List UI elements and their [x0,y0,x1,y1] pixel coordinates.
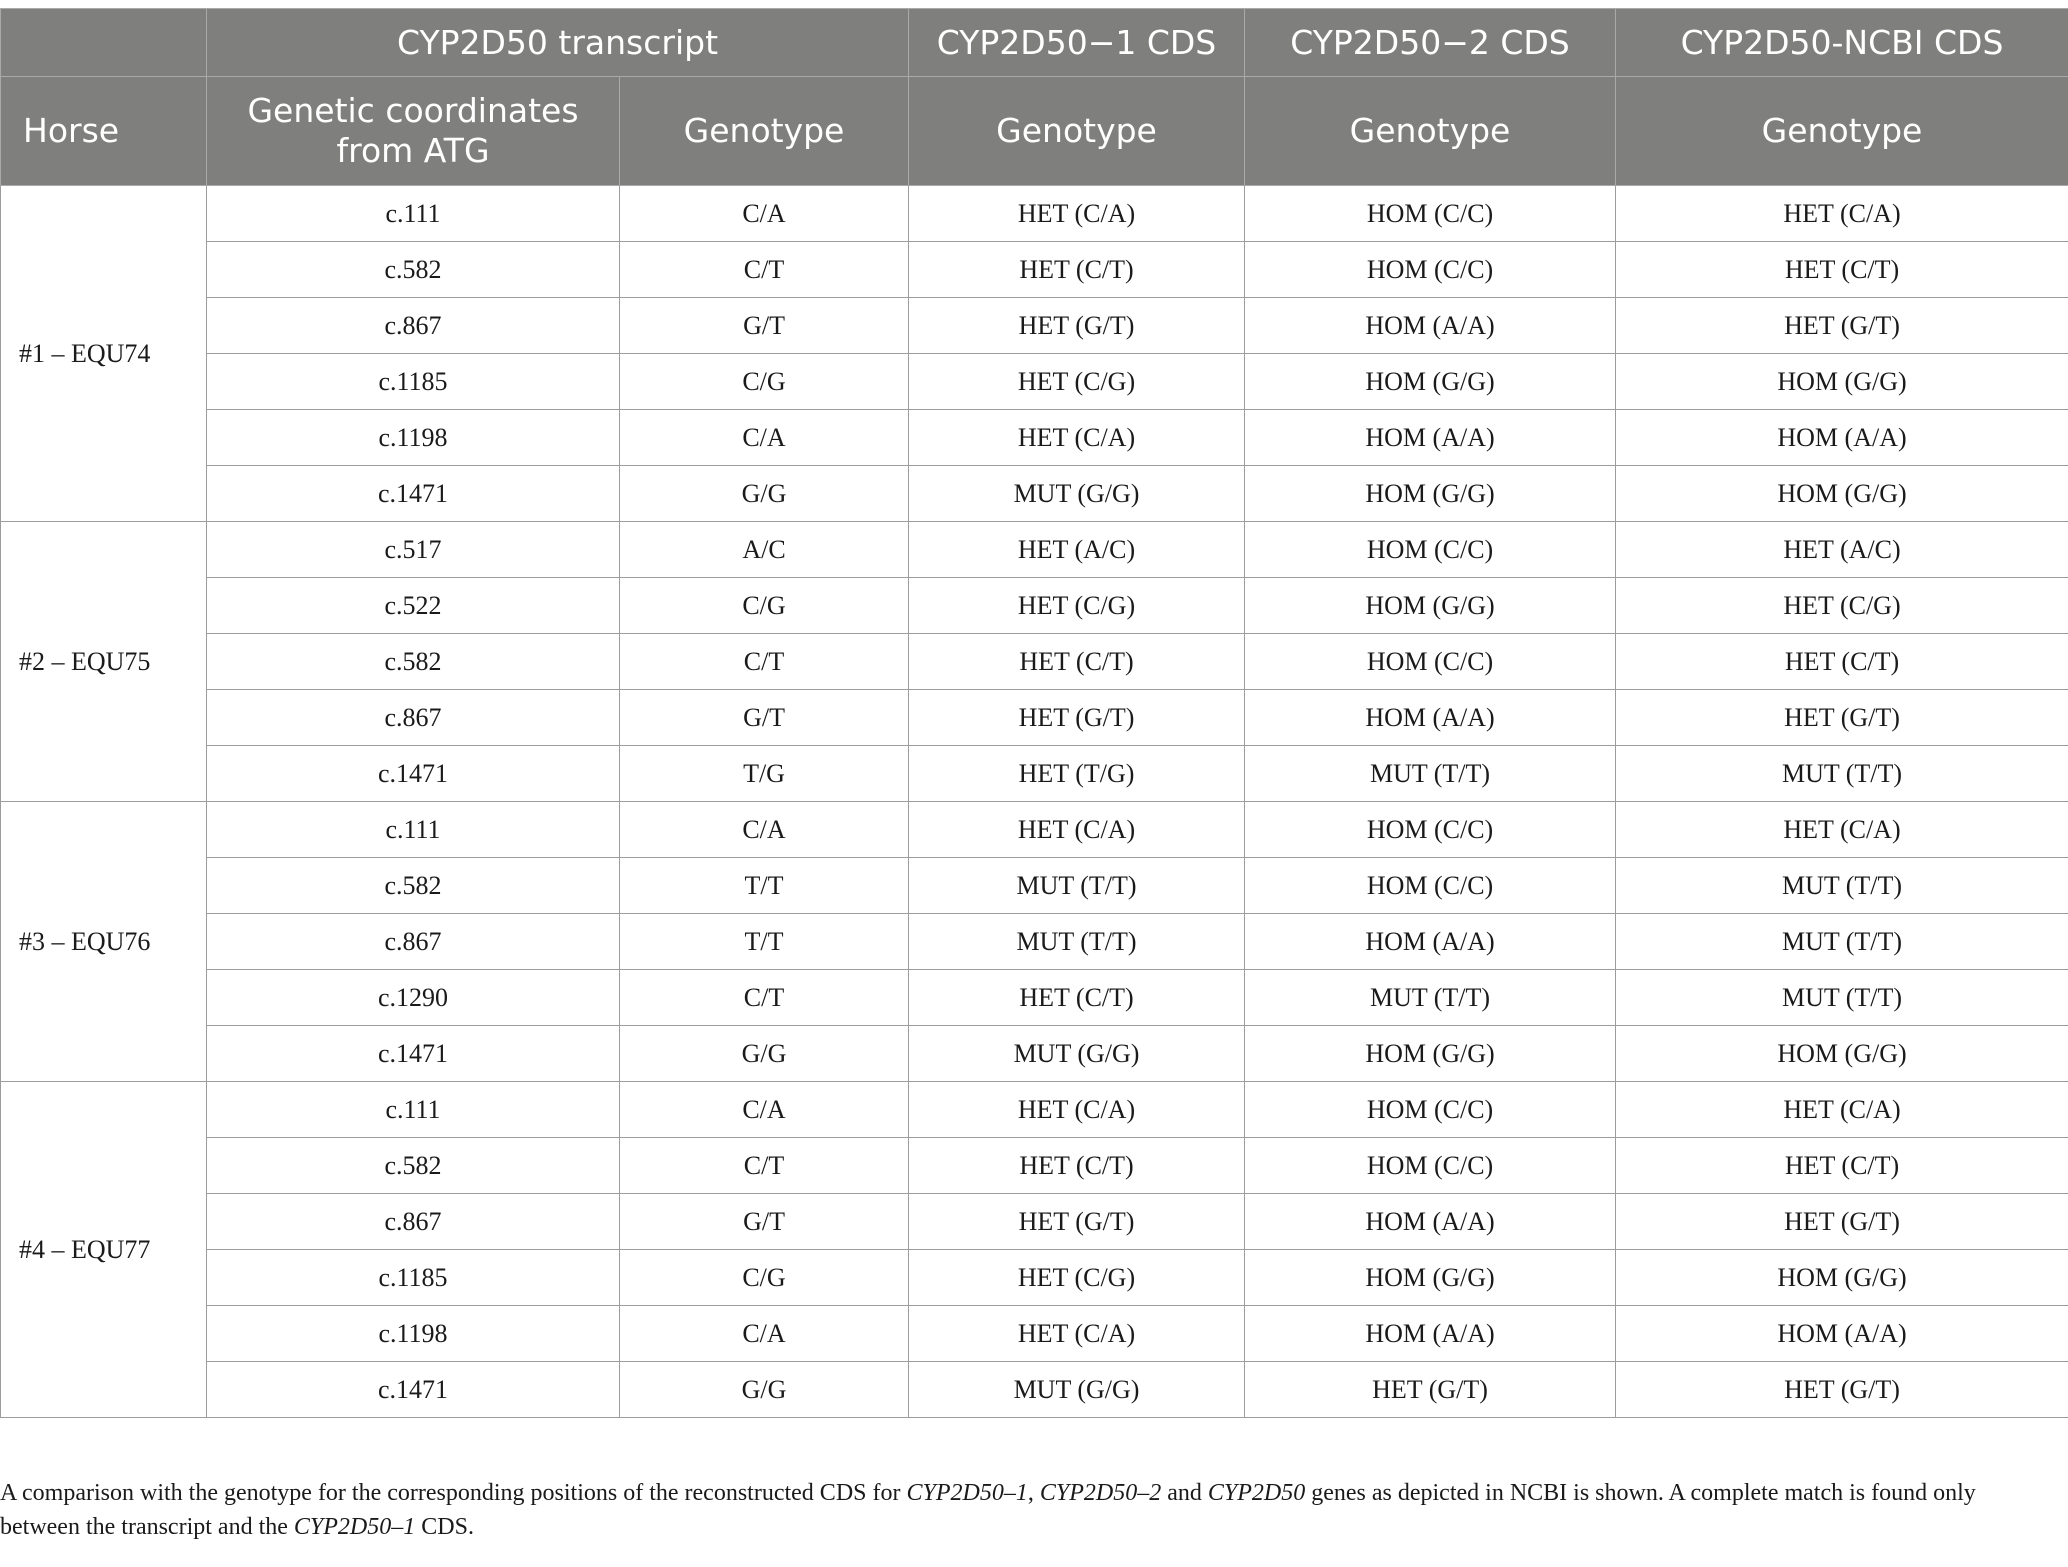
coordinate-cell: c.582 [207,242,620,298]
header-genotype-ncbi: Genotype [1616,77,2068,186]
coordinate-cell: c.1471 [207,466,620,522]
ncbi-genotype-cell: MUT (T/T) [1616,858,2068,914]
table-header [1,9,2068,186]
transcript-genotype-cell: C/A [620,802,909,858]
cds1-genotype-cell: HET (G/T) [909,690,1245,746]
cds2-genotype-cell: MUT (T/T) [1245,746,1616,802]
cds2-genotype-cell: HOM (G/G) [1245,578,1616,634]
coordinate-cell: c.1198 [207,1306,620,1362]
cds2-genotype-cell: HOM (C/C) [1245,634,1616,690]
ncbi-genotype-cell: HET (C/A) [1616,802,2068,858]
header-horse: Horse [1,77,207,186]
table-row [1,1250,2068,1306]
cds1-genotype-cell: HET (A/C) [909,522,1245,578]
cds2-genotype-cell: HOM (A/A) [1245,690,1616,746]
table-row [1,522,2068,578]
coordinate-cell: c.1185 [207,1250,620,1306]
cds1-genotype-cell: HET (C/T) [909,242,1245,298]
header-corner [1,9,207,77]
ncbi-genotype-cell: HET (G/T) [1616,690,2068,746]
table-row [1,1194,2068,1250]
cds2-genotype-cell: HOM (C/C) [1245,802,1616,858]
cds1-genotype-cell: HET (C/A) [909,186,1245,242]
transcript-genotype-cell: C/A [620,1306,909,1362]
cds2-genotype-cell: HOM (A/A) [1245,1306,1616,1362]
ncbi-genotype-cell: HOM (G/G) [1616,1250,2068,1306]
cds1-genotype-cell: MUT (G/G) [909,466,1245,522]
ncbi-genotype-cell: HET (G/T) [1616,1194,2068,1250]
coordinate-cell: c.1185 [207,354,620,410]
table-row [1,970,2068,1026]
transcript-genotype-cell: C/T [620,634,909,690]
transcript-genotype-cell: G/G [620,466,909,522]
coordinate-cell: c.1471 [207,1362,620,1418]
table-row [1,1082,2068,1138]
ncbi-genotype-cell: HOM (A/A) [1616,410,2068,466]
cds2-genotype-cell: HOM (A/A) [1245,914,1616,970]
ncbi-genotype-cell: HOM (A/A) [1616,1306,2068,1362]
cds2-genotype-cell: HOM (G/G) [1245,1026,1616,1082]
coordinate-cell: c.582 [207,634,620,690]
transcript-genotype-cell: G/T [620,1194,909,1250]
ncbi-genotype-cell: MUT (T/T) [1616,746,2068,802]
transcript-genotype-cell: C/T [620,1138,909,1194]
coordinate-cell: c.867 [207,914,620,970]
ncbi-genotype-cell: HET (G/T) [1616,1362,2068,1418]
transcript-genotype-cell: G/T [620,690,909,746]
table-row [1,410,2068,466]
caption-gene-name: CYP2D50–1 [293,1514,416,1540]
ncbi-genotype-cell: HET (C/A) [1616,1082,2068,1138]
table-row [1,1306,2068,1362]
cds2-genotype-cell: HOM (C/C) [1245,1082,1616,1138]
transcript-genotype-cell: C/G [620,578,909,634]
transcript-genotype-cell: A/C [620,522,909,578]
table-row [1,802,2068,858]
table-row [1,186,2068,242]
ncbi-genotype-cell: MUT (T/T) [1616,914,2068,970]
cds1-genotype-cell: MUT (G/G) [909,1362,1245,1418]
coordinate-cell: c.582 [207,1138,620,1194]
cds1-genotype-cell: HET (C/G) [909,354,1245,410]
cds2-genotype-cell: HOM (A/A) [1245,1194,1616,1250]
horse-label: #4 – EQU77 [1,1082,207,1418]
header-label-row [1,77,2068,186]
transcript-genotype-cell: C/T [620,242,909,298]
ncbi-genotype-cell: HET (C/T) [1616,634,2068,690]
caption-text: CDS. [415,1514,474,1540]
transcript-genotype-cell: C/T [620,970,909,1026]
cds1-genotype-cell: HET (C/A) [909,1082,1245,1138]
transcript-genotype-cell: C/A [620,1082,909,1138]
ncbi-genotype-cell: HOM (G/G) [1616,466,2068,522]
ncbi-genotype-cell: HET (C/A) [1616,186,2068,242]
table-row [1,1362,2068,1418]
cds2-genotype-cell: HET (G/T) [1245,1362,1616,1418]
transcript-genotype-cell: T/T [620,914,909,970]
table-row [1,634,2068,690]
header-transcript-group: CYP2D50 transcript [207,9,909,77]
cds1-genotype-cell: HET (C/A) [909,802,1245,858]
coordinate-cell: c.1471 [207,746,620,802]
cds1-genotype-cell: HET (G/T) [909,1194,1245,1250]
header-coordinates: Genetic coordinates from ATG [207,77,620,186]
transcript-genotype-cell: T/T [620,858,909,914]
header-genotype-transcript: Genotype [620,77,909,186]
header-genotype-cds2: Genotype [1245,77,1616,186]
transcript-genotype-cell: C/A [620,410,909,466]
coordinate-cell: c.522 [207,578,620,634]
header-ncbi-group: CYP2D50-NCBI CDS [1616,9,2068,77]
genotype-comparison-table [0,8,2068,1418]
cds1-genotype-cell: HET (C/G) [909,1250,1245,1306]
caption-gene-name: CYP2D50–2 [1039,1480,1162,1506]
caption-gene-name: CYP2D50–1 [906,1480,1028,1506]
cds2-genotype-cell: HOM (A/A) [1245,410,1616,466]
table-body [1,186,2068,1418]
cds1-genotype-cell: HET (C/G) [909,578,1245,634]
caption-text: genes as depicted in NCBI is shown. A complete match is found only between the transcript and the [0,1480,1976,1540]
coordinate-cell: c.582 [207,858,620,914]
coordinate-cell: c.1471 [207,1026,620,1082]
table-row [1,914,2068,970]
coordinate-cell: c.1198 [207,410,620,466]
table-row [1,298,2068,354]
table-row [1,354,2068,410]
transcript-genotype-cell: G/T [620,298,909,354]
table-row [1,242,2068,298]
cds1-genotype-cell: HET (G/T) [909,298,1245,354]
cds2-genotype-cell: HOM (C/C) [1245,522,1616,578]
header-genotype-cds1: Genotype [909,77,1245,186]
coordinate-cell: c.517 [207,522,620,578]
horse-label: #1 – EQU74 [1,186,207,522]
transcript-genotype-cell: T/G [620,746,909,802]
table-caption [0,1476,2060,1544]
cds2-genotype-cell: HOM (G/G) [1245,466,1616,522]
caption-text: , [1027,1480,1040,1506]
ncbi-genotype-cell: HET (C/G) [1616,578,2068,634]
transcript-genotype-cell: G/G [620,1026,909,1082]
ncbi-genotype-cell: HOM (G/G) [1616,354,2068,410]
cds1-genotype-cell: HET (C/T) [909,634,1245,690]
transcript-genotype-cell: C/A [620,186,909,242]
cds2-genotype-cell: HOM (G/G) [1245,354,1616,410]
ncbi-genotype-cell: HOM (G/G) [1616,1026,2068,1082]
cds2-genotype-cell: HOM (C/C) [1245,186,1616,242]
ncbi-genotype-cell: HET (A/C) [1616,522,2068,578]
table-row [1,690,2068,746]
coordinate-cell: c.867 [207,690,620,746]
cds2-genotype-cell: HOM (A/A) [1245,298,1616,354]
coordinate-cell: c.1290 [207,970,620,1026]
table-row [1,466,2068,522]
cds2-genotype-cell: MUT (T/T) [1245,970,1616,1026]
cds1-genotype-cell: HET (C/A) [909,410,1245,466]
table-row [1,1138,2068,1194]
header-cds1-group: CYP2D50−1 CDS [909,9,1245,77]
table-row [1,858,2068,914]
horse-label: #2 – EQU75 [1,522,207,802]
cds1-genotype-cell: HET (C/T) [909,1138,1245,1194]
table-row [1,578,2068,634]
cds1-genotype-cell: MUT (T/T) [909,858,1245,914]
coordinate-cell: c.111 [207,1082,620,1138]
caption-gene-name: CYP2D50 [1207,1480,1306,1506]
transcript-genotype-cell: C/G [620,1250,909,1306]
cds2-genotype-cell: HOM (C/C) [1245,242,1616,298]
table-row [1,746,2068,802]
cds1-genotype-cell: HET (C/T) [909,970,1245,1026]
ncbi-genotype-cell: HET (G/T) [1616,298,2068,354]
transcript-genotype-cell: C/G [620,354,909,410]
coordinate-cell: c.867 [207,298,620,354]
ncbi-genotype-cell: HET (C/T) [1616,1138,2068,1194]
transcript-genotype-cell: G/G [620,1362,909,1418]
header-cds2-group: CYP2D50−2 CDS [1245,9,1616,77]
header-group-row [1,9,2068,77]
cds2-genotype-cell: HOM (C/C) [1245,1138,1616,1194]
caption-text: A comparison with the genotype for the corresponding positions of the reconstructed CDS for [0,1480,907,1506]
cds1-genotype-cell: MUT (T/T) [909,914,1245,970]
cds2-genotype-cell: HOM (G/G) [1245,1250,1616,1306]
coordinate-cell: c.111 [207,186,620,242]
horse-label: #3 – EQU76 [1,802,207,1082]
ncbi-genotype-cell: HET (C/T) [1616,242,2068,298]
cds2-genotype-cell: HOM (C/C) [1245,858,1616,914]
coordinate-cell: c.867 [207,1194,620,1250]
cds1-genotype-cell: HET (T/G) [909,746,1245,802]
cds1-genotype-cell: MUT (G/G) [909,1026,1245,1082]
cds1-genotype-cell: HET (C/A) [909,1306,1245,1362]
ncbi-genotype-cell: MUT (T/T) [1616,970,2068,1026]
table-row [1,1026,2068,1082]
caption-text: and [1161,1480,1208,1506]
coordinate-cell: c.111 [207,802,620,858]
